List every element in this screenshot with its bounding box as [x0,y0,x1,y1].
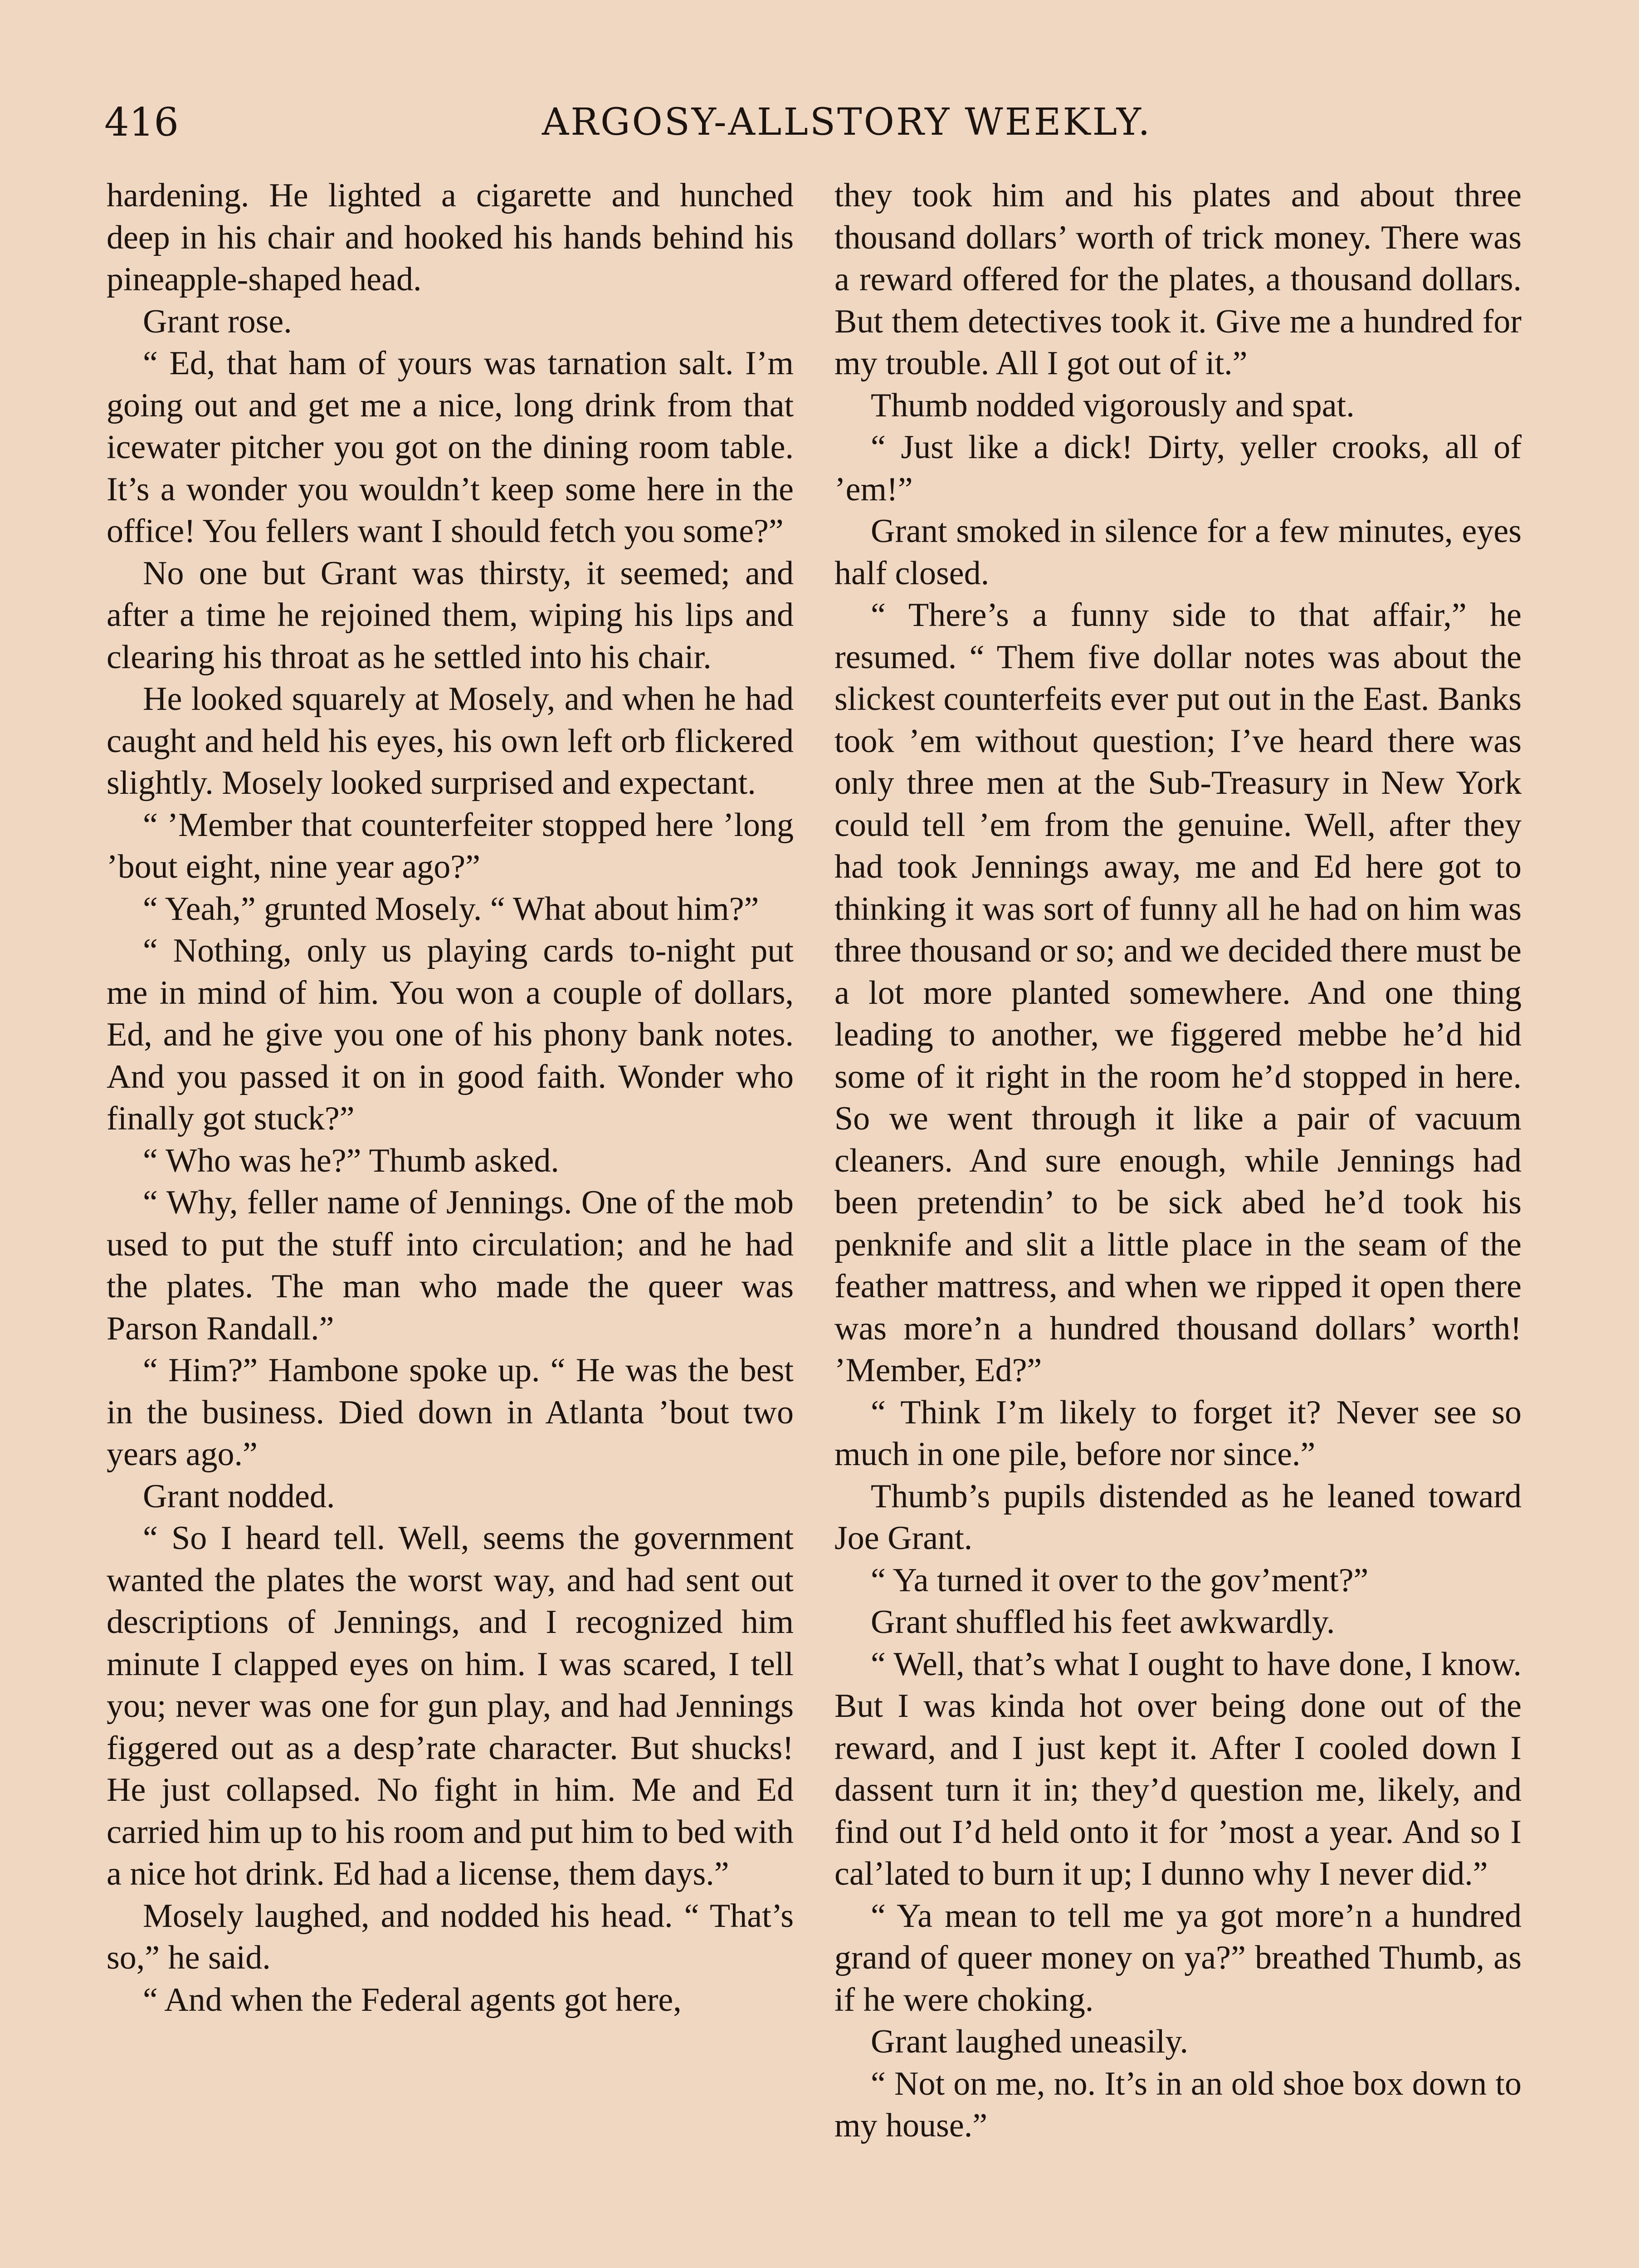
paragraph: No one but Grant was thirsty, it seemed; and after a time he rejoined them, wiping his lips and clearing his throat as he settled into his chair. [107,554,794,676]
paragraph: “ ’Member that counterfeiter stopped here ’long ’bout eight, nine year ago?” [107,806,794,885]
paragraph: “ So I heard tell. Well, seems the government wanted the plates the worst way, and had sent out descriptions of Jennings, and I recognized him minute I clapped eyes on him. I was scared, I tell you; never was one for gun play, and had Jennings figgered out as a desp’rate character. But shucks! He just collapsed. No fight in him. Me and Ed carried him up to his room and put him to bed with a nice hot drink. Ed had a license, them days.” [107,1520,794,1892]
page-number: 416 [104,100,179,145]
paragraph: “ Think I’m likely to forget it? Never see so much in one pile, before nor since.” [834,1393,1522,1473]
paragraph: “ Him?” Hambone spoke up. “ He was the best in the business. Died down in Atlanta ’bout two years ago.” [107,1352,794,1473]
paragraph: “ And when the Federal agents got here, [143,1981,682,2019]
paragraph: “ Just like a dick! Dirty, yeller crooks, all of ’em!” [834,429,1522,508]
paragraph: Grant rose. [143,303,292,340]
paragraph: “ Ya mean to tell me ya got more’n a hundred grand of queer money on ya?” breathed Thumb, as if he were choking. [834,1897,1522,2019]
paragraph: “ Who was he?” Thumb asked. [143,1142,559,1179]
paragraph: Thumb nodded vigorously and spat. [871,386,1355,424]
paragraph: “ Why, feller name of Jennings. One of the mob used to put the stuff into circulation; and he had the plates. The man who made the queer was Parson Randall.” [107,1184,794,1347]
paragraph: Grant laughed uneasily. [871,2023,1189,2060]
paragraph: “ Ed, that ham of yours was tarnation salt. I’m going out and get me a nice, long drink from that icewater pitcher you got on the dining room table. It’s a wonder you wouldn’t keep some here in the office! You fellers want I should fetch you some?” [107,345,794,550]
page-header [104,98,1528,161]
paragraph: Grant smoked in silence for a few minutes, eyes half closed. [834,513,1522,592]
paragraph: Grant nodded. [143,1477,335,1515]
paragraph: “ Not on me, no. It’s in an old shoe box down to my house.” [834,2065,1522,2144]
paragraph: Grant shuffled his feet awkwardly. [871,1603,1335,1641]
left-text-column [107,175,794,2021]
paragraph: “ Nothing, only us playing cards to-night put me in mind of him. You won a couple of dollars, Ed, and he give you one of his phony bank notes. And you passed it on in good faith. Wonder who finally got stuck?” [107,932,794,1137]
running-title: ARGOSY-ALLSTORY WEEKLY. [542,101,1152,144]
paragraph: “ There’s a funny side to that affair,” he resumed. “ Them five dollar notes was about the slickest counterfeits ever put out in the East. Banks took ’em without question; I’ve heard there was only three men at the Sub-Treasury in New York could tell ’em from the genuine. Well, after they had took Jennings away, me and Ed here got to thinking it was sort of funny all he had on him was three thousand or so; and we decided there must be a lot more planted somewhere. And one thing leading to another, we figgered mebbe he’d hid some of it right in the room he’d stopped in here. So we went through it like a pair of vacuum cleaners. And sure enough, while Jennings had been pretendin’ to be sick abed he’d took his penknife and slit a little place in the seam of the feather mattress, and when we ripped it open there was more’n a hundred thousand dollars’ worth! ’Member, Ed?” [834,596,1522,1389]
paragraph: “ Yeah,” grunted Mosely. “ What about him?” [143,890,759,928]
right-text-column [834,175,1522,2147]
paragraph: “ Ya turned it over to the gov’ment?” [871,1561,1369,1599]
paragraph: hardening. He lighted a cigarette and hunched deep in his chair and hooked his hands behind his pineapple-shaped head. [107,177,794,298]
paragraph: He looked squarely at Mosely, and when he had caught and held his eyes, his own left orb flickered slightly. Mosely looked surprised and expectant. [107,680,794,802]
paragraph: “ Well, that’s what I ought to have done, I know. But I was kinda hot over being done out of the reward, and I just kept it. After I cooled down I dassent turn it in; they’d question me, likely, and find out I’d held onto it for ’most a year. And so I cal’lated to burn it up; I dunno why I never did.” [834,1645,1522,1892]
paragraph: Mosely laughed, and nodded his head. “ That’s so,” he said. [107,1897,794,1976]
paragraph: Thumb’s pupils distended as he leaned toward Joe Grant. [834,1477,1522,1557]
paragraph: they took him and his plates and about three thousand dollars’ worth of trick money. There was a reward offered for the plates, a thousand dollars. But them detectives took it. Give me a hundred for my trouble. All I got out of it.” [834,177,1522,382]
